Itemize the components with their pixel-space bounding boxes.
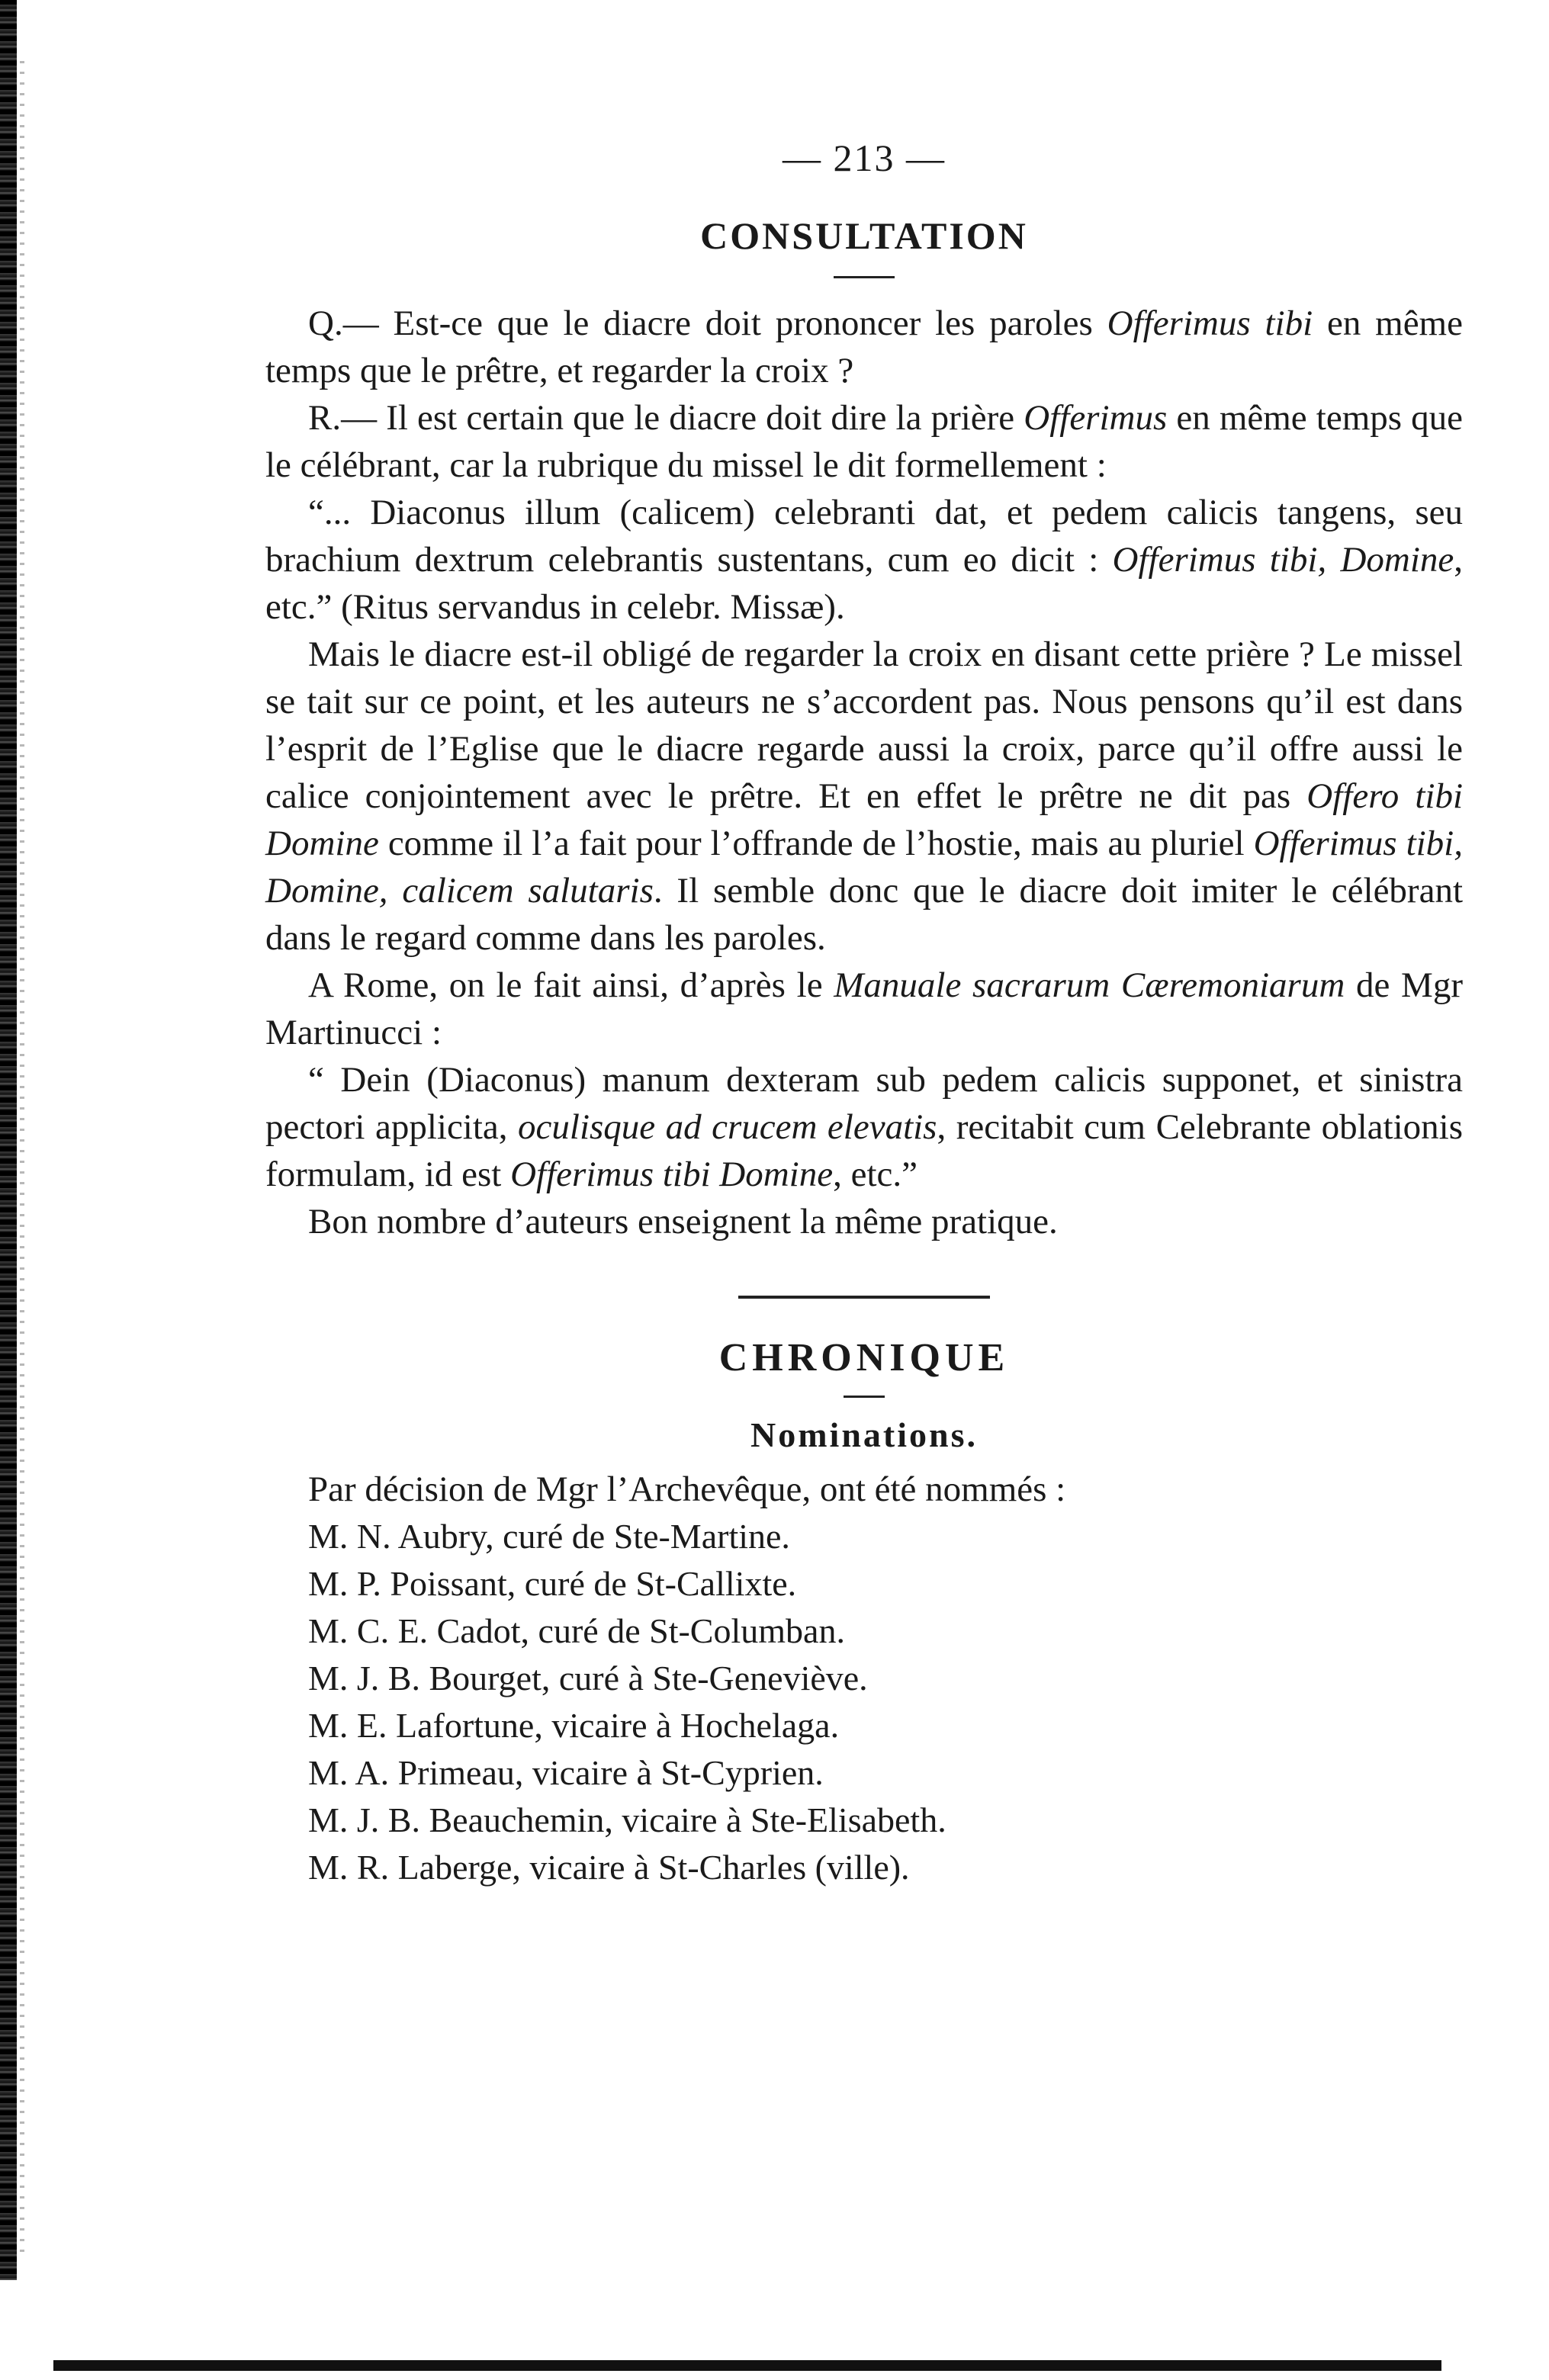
question-text: Q.— Est-ce que le diacre doit prononcer les paroles <box>308 304 1107 343</box>
list-item: M. J. B. Beauchemin, vicaire à Ste-Elisabeth. <box>308 1800 946 1839</box>
rubric-quote-source: , etc.” (Ritus servandus in celebr. Missæ). <box>265 540 1463 627</box>
binding-edge <box>0 0 17 2280</box>
manual-title: Manuale sacrarum Cæremoniarum <box>834 965 1345 1005</box>
rubric-quote-latin: Offerimus tibi, Domine <box>1112 540 1454 580</box>
answer-text: R.— Il est certain que le diacre doit dire la prière <box>308 398 1024 438</box>
answer-paragraph <box>265 394 1463 489</box>
consultation-title: CONSULTATION <box>700 214 1028 257</box>
list-item: M. J. B. Bourget, curé à Ste-Geneviève. <box>308 1659 868 1697</box>
list-item: M. P. Poissant, curé de St-Callixte. <box>308 1564 797 1603</box>
nominations-intro: Par décision de Mgr l’Archevêque, ont été nommés : <box>308 1469 1066 1509</box>
discussion-latin-1: Offero tibi Domine <box>265 776 1463 863</box>
rubric-quote-text: “... Diaconus illum (calicem) celebranti dat, et pedem calicis tangens, seu brachium dextrum celebrantis sustentans, cum eo dicit : <box>265 493 1463 580</box>
rome-text-end: de Mgr Martinucci : <box>265 965 1463 1052</box>
martinucci-quote-latin-2: Offerimus tibi Domine <box>510 1155 834 1194</box>
martinucci-quote-middle: , recitabit cum Celebrante oblationis formulam, id est <box>265 1107 1463 1194</box>
answer-latin: Offerimus <box>1024 398 1168 438</box>
title-divider <box>834 276 895 278</box>
nominations-title: Nominations. <box>750 1415 978 1454</box>
conclusion-paragraph: Bon nombre d’auteurs enseignent la même pratique. <box>308 1202 1058 1241</box>
question-text-end: en même temps que le prêtre, et regarder la croix ? <box>265 304 1463 390</box>
chronique-divider <box>844 1396 885 1398</box>
discussion-latin-2: Offerimus tibi, Domine, calicem salutaris <box>265 824 1463 911</box>
discussion-text-end: . Il semble donc que le diacre doit imiter le célébrant dans le regard comme dans les paroles. <box>265 871 1463 958</box>
section-divider <box>738 1296 990 1299</box>
discussion-text: Mais le diacre est-il obligé de regarder la croix en disant cette prière ? Le missel se tait sur ce point, et les auteurs ne s’accordent pas. Nous pensons qu’il est dans l’esprit de l’Eglise que le diacre regarde aussi la croix, parce qu’il offre aussi le calice conjointement avec le prêtre. Et en effet le prêtre ne dit pas <box>265 634 1463 816</box>
rome-paragraph <box>265 962 1463 1056</box>
martinucci-quote-text: “ Dein (Diaconus) manum dexteram sub pedem calicis supponet, et sinistra pectori applicita, <box>265 1060 1463 1147</box>
binding-perforation <box>20 61 24 2257</box>
list-item: M. E. Lafortune, vicaire à Hochelaga. <box>308 1706 840 1745</box>
book-page <box>265 114 1463 1891</box>
discussion-text-middle: comme il l’a fait pour l’offrande de l’hostie, mais au pluriel <box>378 824 1254 863</box>
list-item: M. R. Laberge, vicaire à St-Charles (ville). <box>308 1848 910 1887</box>
martinucci-quote-latin-1: oculisque ad crucem elevatis <box>518 1107 937 1147</box>
question-latin: Offerimus tibi <box>1107 304 1313 343</box>
list-item: M. C. E. Cadot, curé de St-Columban. <box>308 1611 845 1650</box>
martinucci-quote <box>265 1056 1463 1198</box>
chronique-title: CHRONIQUE <box>718 1336 1010 1380</box>
discussion-paragraph <box>265 631 1463 962</box>
question-paragraph <box>265 300 1463 394</box>
list-item: M. N. Aubry, curé de Ste-Martine. <box>308 1517 790 1556</box>
answer-text-end: en même temps que le célébrant, car la rubrique du missel le dit formellement : <box>265 398 1464 485</box>
rubric-quote <box>265 489 1463 631</box>
rome-text: A Rome, on le fait ainsi, d’après le <box>308 965 834 1005</box>
martinucci-quote-end: , etc.” <box>833 1155 918 1194</box>
list-item: M. A. Primeau, vicaire à St-Cyprien. <box>308 1753 824 1792</box>
page-number: — 213 — <box>783 137 946 179</box>
bottom-scan-edge <box>53 2360 1441 2371</box>
nominations-list <box>265 1513 1463 1891</box>
